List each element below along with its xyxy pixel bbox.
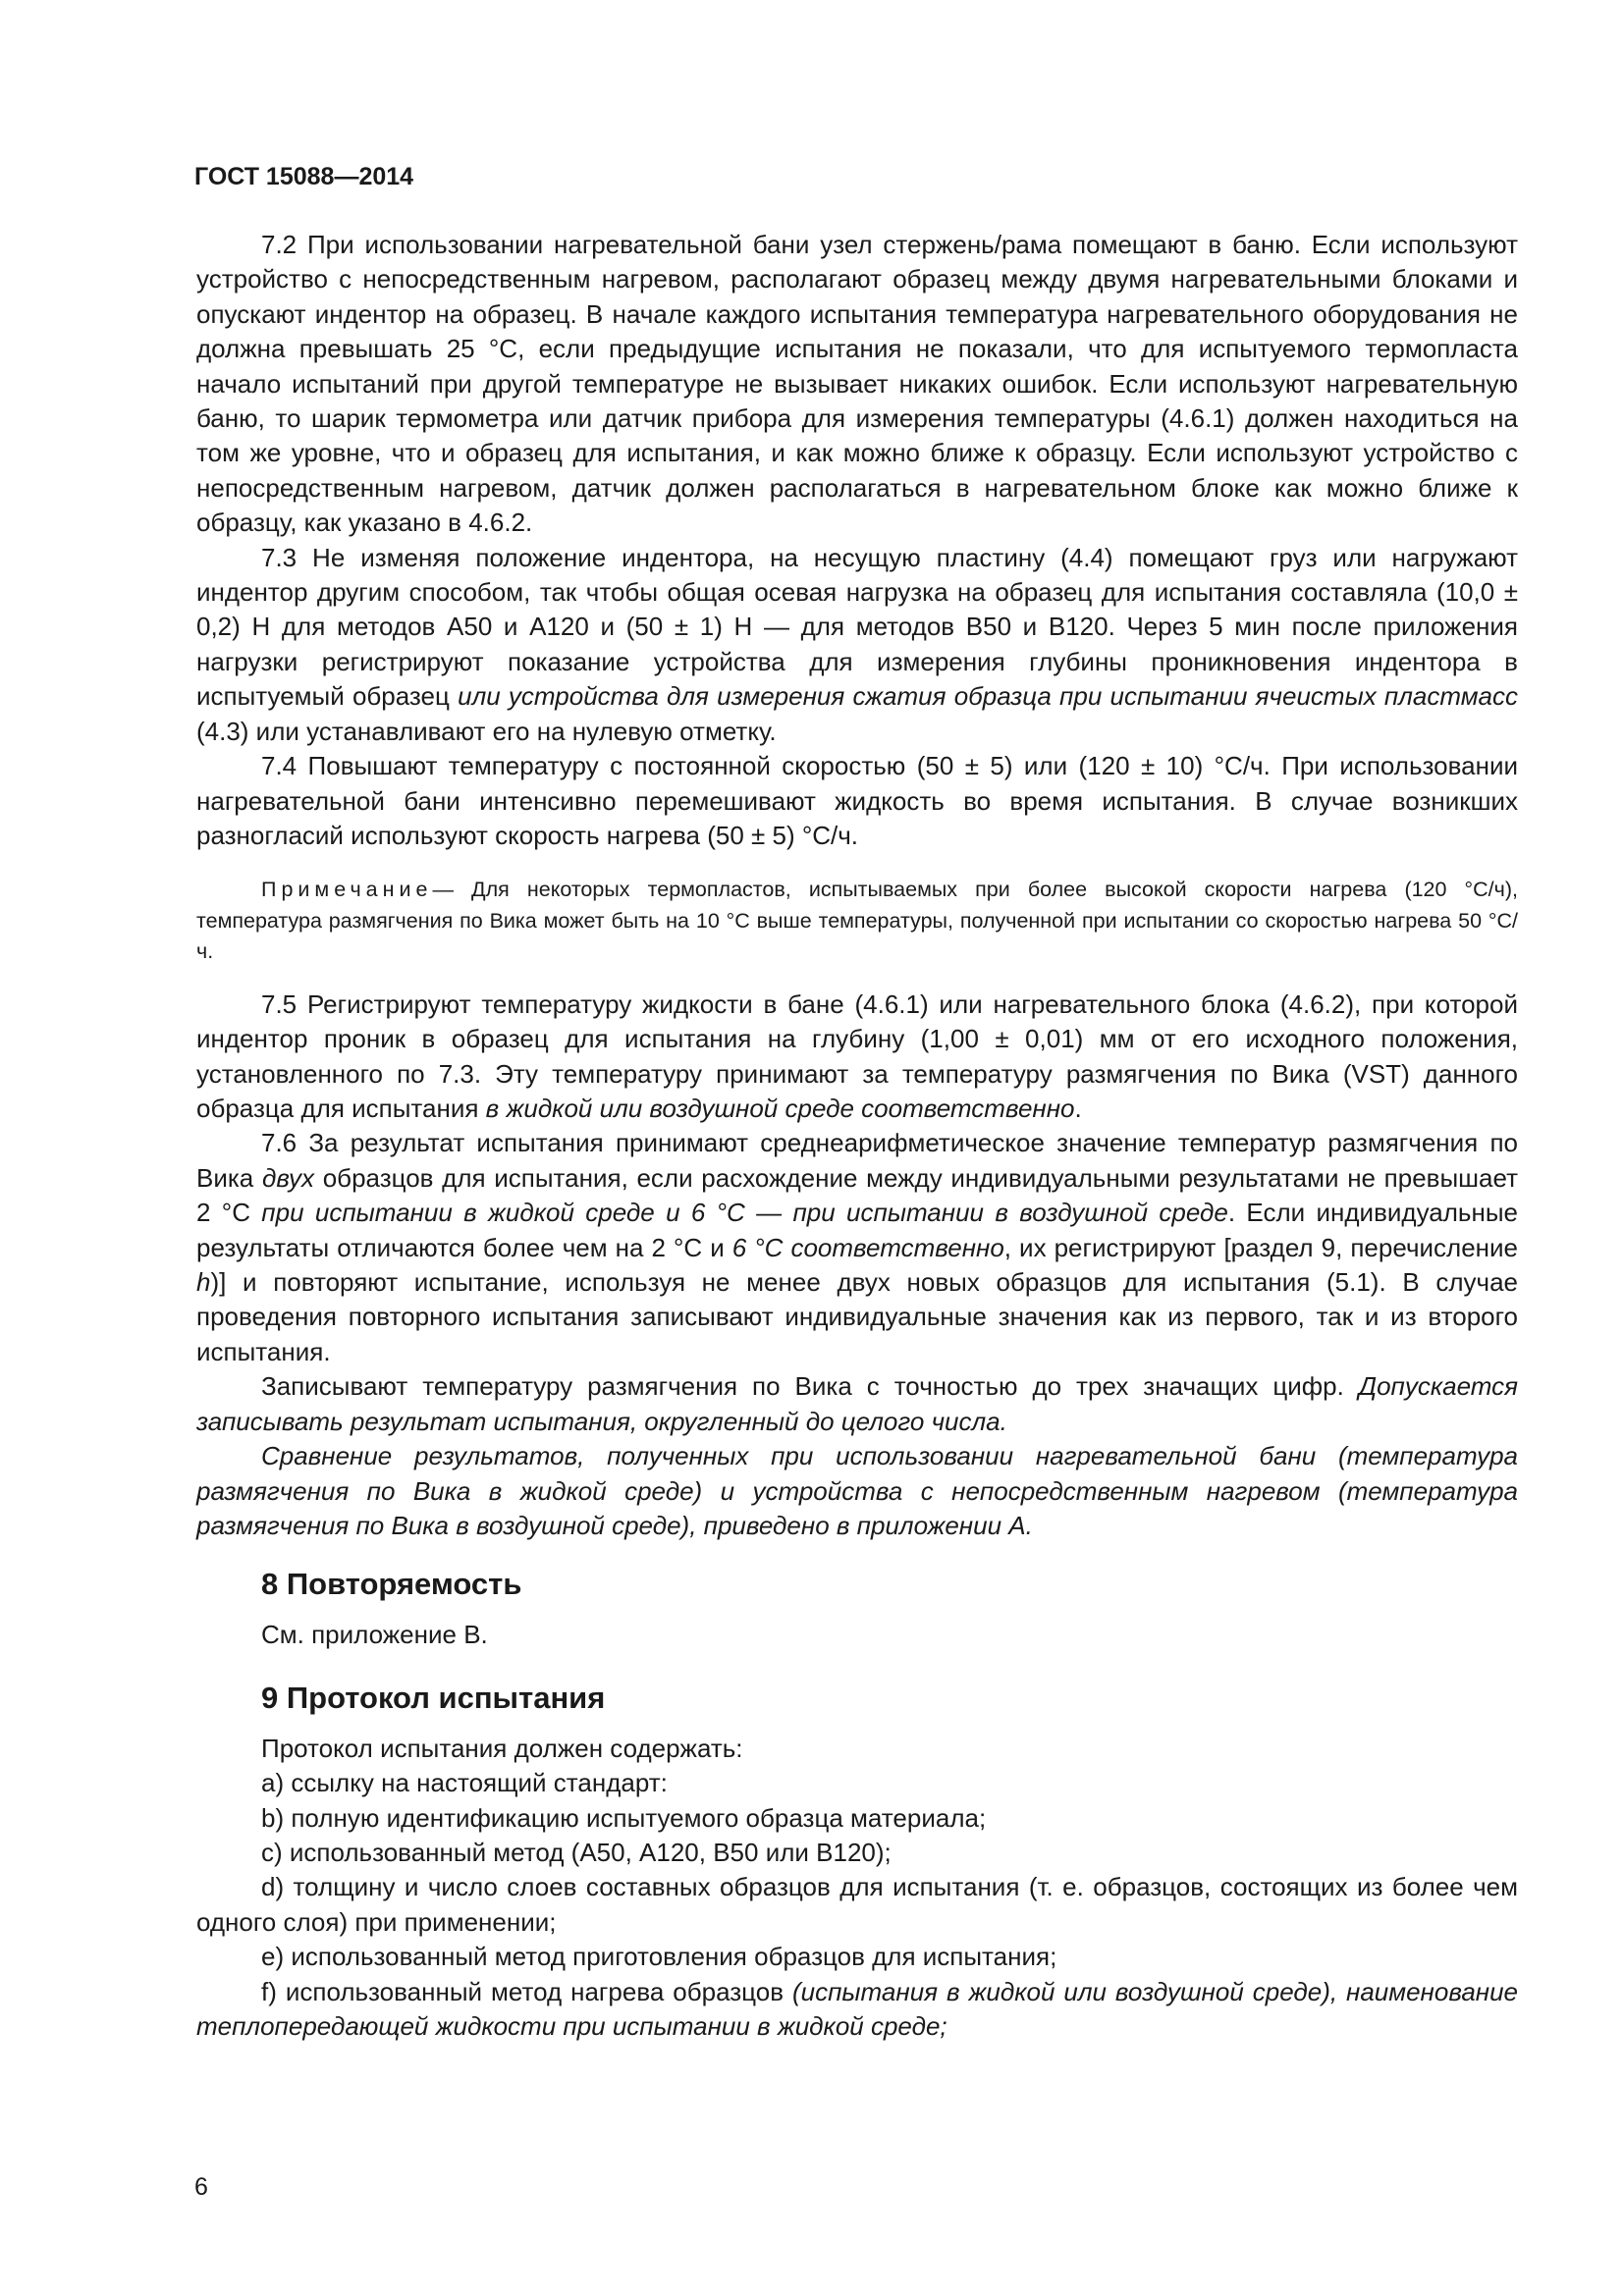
clause-7-6 [196, 1126, 1518, 1369]
italic-text: двух [261, 1162, 315, 1193]
clause-7-3 [196, 541, 1518, 749]
list-item [196, 1975, 1518, 2045]
text: 7.3 Не изменяя положение индентора, на несущую пластину (4.4) помещают груз или нагружают индентор другим способом, так чтобы общая осевая нагрузка на образец для испытания составляла (10,0 ± 0,2) Н для методов А50 и А120 и (50 ± 1) Н — для методов В50 и В120. Через 5 мин после приложения нагрузки регистрируют показание устройства для измерения глубины проникновения индентора в испытуемый образец [196, 542, 1518, 712]
clause-7-2: 7.2 При использовании нагревательной бани узел стержень/рама помещают в баню. Если используют устройство с непосредственным нагревом, располагают образец между двумя нагревательными блоками и опускают индентор на образец. В начале каждого испытания температура нагревательного оборудования не должна превышать 25 °С, если предыдущие испытания не показали, что для испытуемого термопласта начало испытаний при другой температуре не вызывает никаких ошибок. Если используют нагревательную баню, то шарик термометра или датчик прибора для измерения температуры (4.6.1) должен находиться на том же уровне, что и образец для испытания, и как можно ближе к образцу. Если используют устройство с непосредственным нагревом, датчик должен располагаться в нагревательном блоке как можно ближе к образцу, как указано в 4.6.2. [196, 230, 1518, 538]
italic-text: в жидкой или воздушной среде соответственно [485, 1094, 1075, 1124]
text: образцов для испытания, если расхождение между индивидуальными результатами не превышает 2 °С [196, 1162, 1519, 1228]
clause-7-4: 7.4 Повышают температуру с постоянной скоростью (50 ± 5) или (120 ± 10) °С/ч. При использовании нагревательной бани интенсивно перемешивают жидкость во время испытания. В случае возникших разногласий используют скорость нагрева (50 ± 5) °С/ч. [196, 751, 1518, 850]
clause-7-6-record [196, 1369, 1518, 1439]
document-header: ГОСТ 15088—2014 [194, 163, 414, 190]
list-item: b) полную идентификацию испытуемого образца материала; [261, 1802, 987, 1833]
text: 7.5 Регистрируют температуру жидкости в бане (4.6.1) или нагревательного блока (4.6.2), при которой индентор проник в образец для испытания на глубину (1,00 ± 0,01) мм от его исходного положения, установленного по 7.3. Эту температуру принимают за температуру размягчения по Вика (VST) данного образца для испытания [196, 988, 1518, 1124]
italic-text: h [196, 1267, 211, 1298]
list-item: е) использованный метод приготовления образцов для испытания; [261, 1942, 1057, 1972]
italic-text: при испытании в жидкой среде и 6 °С — при испытании в воздушной среде [261, 1198, 1228, 1228]
note-text: — Для некоторых термопластов, испытываемых при более высокой скорости нагрева (120 °С/ч), температура размягчения по Вика может быть на 10 °С выше температуры, полученной при испытании со скоростью нагрева 50 °С/ч. [196, 878, 1518, 964]
italic-text: или устройства для измерения сжатия образца при испытании ячеистых пластмасс [458, 681, 1518, 712]
list-item: а) ссылку на настоящий стандарт: [261, 1768, 668, 1798]
text: , их регистрируют [раздел 9, перечисление [1003, 1232, 1518, 1262]
text: f) использованный метод нагрева образцов [261, 1976, 792, 2006]
section-9-intro: Протокол испытания должен содержать: [261, 1733, 743, 1763]
clause-7-5 [196, 988, 1518, 1127]
italic-text: (испытания в жидкой или воздушной среде), наименование теплопередающей жидкости при испытании в жидкой среде; [196, 1976, 1519, 2041]
italic-text: Допускается записывать результат испытания, округленный до целого числа. [196, 1371, 1518, 1436]
section-8-heading: 8 Повторяемость [261, 1567, 522, 1602]
list-item: с) использованный метод (А50, А120, В50 или В120); [261, 1837, 892, 1867]
page-number: 6 [194, 2173, 208, 2201]
italic-text: Сравнение результатов, полученных при использовании нагревательной бани (температура размягчения по Вика в жидкой среде) и устройства с непосредственным нагревом (температура размягчения по Вика в воздушной среде), приведено в приложении А. [196, 1441, 1518, 1540]
italic-text: 6 °С соответственно [731, 1232, 1004, 1262]
list-item: d) толщину и число слоев составных образцов для испытания (т. е. образцов, состоящих из более чем одного слоя) при применении; [196, 1872, 1518, 1937]
note [196, 875, 1518, 968]
text: 7.6 За результат испытания принимают среднеарифметическое значение температур размягчения по Вика [196, 1128, 1518, 1193]
document-body [196, 228, 1518, 2044]
text: . [1074, 1094, 1082, 1124]
text: . Если индивидуальные результаты отличаются более чем на 2 °С и [196, 1198, 1518, 1262]
section-9-heading: 9 Протокол испытания [261, 1680, 606, 1715]
text: (4.3) или устанавливают его на нулевую отметку. [196, 716, 777, 746]
section-8-text: См. приложение В. [261, 1620, 488, 1650]
clause-7-6-comparison [196, 1439, 1518, 1543]
note-label: Примечание [261, 878, 433, 902]
text: )] и повторяют испытание, используя не менее двух новых образцов для испытания (5.1). В случае проведения повторного испытания записывают индивидуальные значения как из первого, так и из второго испытания. [196, 1267, 1518, 1366]
text: Записывают температуру размягчения по Вика с точностью до трех значащих цифр. [261, 1371, 1359, 1402]
